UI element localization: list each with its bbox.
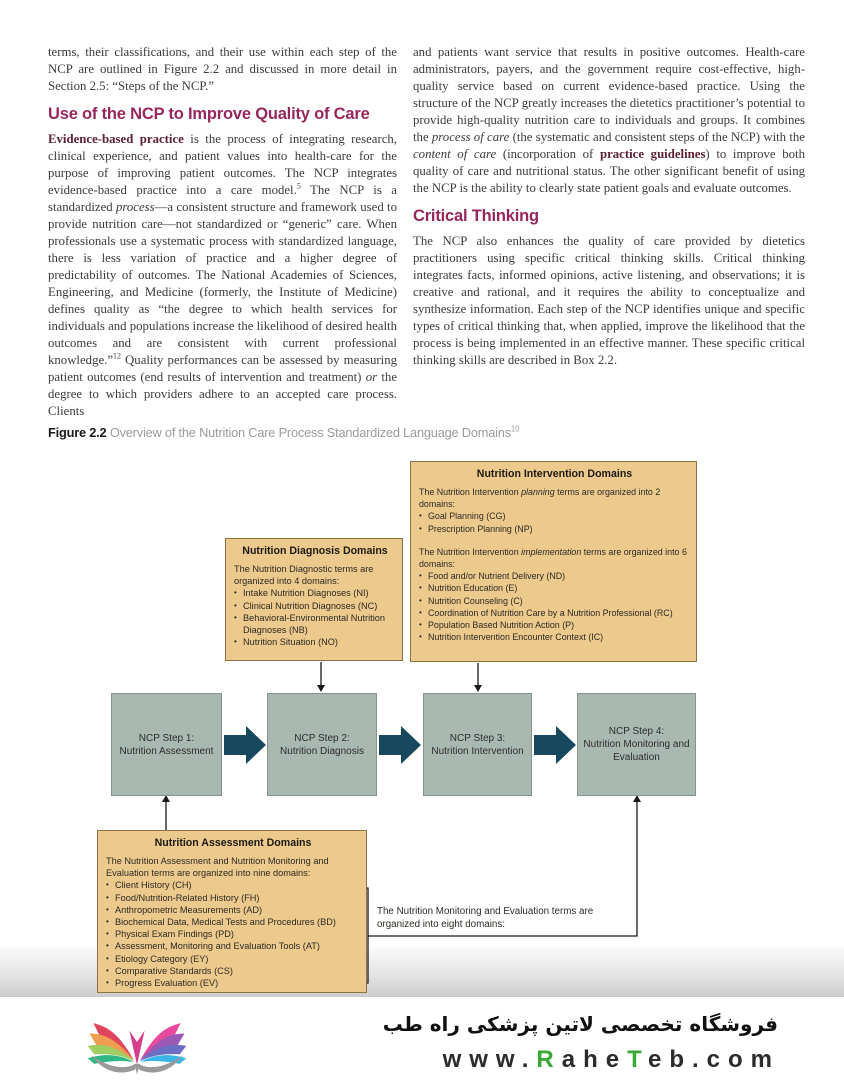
section-heading: Critical Thinking bbox=[413, 207, 539, 225]
bullet-item: • Prescription Planning (NP) bbox=[419, 523, 533, 534]
paragraph: and patients want service that results in positive outcomes. Health-care administrators, payers, and the government require cost-effective, high-quality service based on current evidence-based practice. Using the structure of the NCP greatly increases the dietetics practitioner’s potential to provide high-quality nutrition care to individuals and groups. It combines the process of care (the systematic and consistent steps of the NCP) with the content of care (incorporation of practice guidelines) to improve both quality of care and nutritional status. The other significant benefit of using the NCP is the ability to clearly state patient goals and evaluate outcomes. bbox=[413, 45, 805, 195]
down-arrowhead-icon bbox=[474, 685, 482, 692]
bullet-item: • Nutrition Situation (NO) bbox=[234, 637, 338, 648]
bullet-item: • Intake Nutrition Diagnoses (NI) bbox=[234, 588, 369, 599]
step-label: NCP Step 3: bbox=[449, 732, 506, 744]
bullet-list bbox=[106, 879, 360, 989]
paragraph: The NCP also enhances the quality of care provided by dietetics practitioners using specific critical thinking skills. Critical thinking integrates facts, informed opinions, active listening, and observations; it is creative and rational, and it requires the ability to conceptualize and synthesize information. Each step of the NCP identifies unique and specific types of critical thinking that, when applied, improve the likelihood that the process is being implemented in an effective manner. These specific critical thinking skills are described in Box 2.2. bbox=[413, 234, 805, 367]
bullet-item: • Progress Evaluation (EV) bbox=[106, 978, 219, 989]
bullet-item: • Nutrition Education (E) bbox=[419, 583, 518, 594]
text-column-left bbox=[48, 44, 397, 430]
nutrition-diagnosis-domains-box bbox=[225, 538, 403, 661]
ncp-step-2-box bbox=[267, 693, 377, 796]
spacer bbox=[419, 535, 690, 546]
ncp-step-3-box bbox=[423, 693, 532, 796]
open-book-logo-icon bbox=[76, 1006, 198, 1080]
section-heading: Use of the NCP to Improve Quality of Care bbox=[48, 105, 370, 123]
bullet-item: • Goal Planning (CG) bbox=[419, 511, 506, 522]
paragraph: Evidence-based practice is the process of integrating research, clinical experience, and patient values into health-care for the purpose of improving patient outcomes. The NCP integrates evidence-based practice into a care model.$^5$ The NCP is a standardized process—a consistent structure and framework used to provide nutrition care—not standardized or “generic” care. When professionals use a systematic process with standardized language, there is less variation of practice and a higher degree of predictability of outcomes. The National Academies of Sciences, Engineering, and Medicine (formerly, the Institute of Medicine) defines quality as “the degree to which health services for individuals and populations increase the likelihood of desired health outcomes and are consistent with current professional knowledge.”$^{12}$ Quality performances can be assessed by measuring patient outcomes (end results of intervention and treatment) or the degree to which providers adhere to an accepted care process. Clients bbox=[48, 132, 397, 418]
bullet-item: • Behavioral-Environmental Nutrition Diagnoses (NB) bbox=[234, 612, 385, 636]
right-arrow-icon bbox=[534, 726, 576, 764]
down-arrowhead-icon bbox=[317, 685, 325, 692]
paragraph: terms, their classifications, and their use within each step of the NCP are outlined in Figure 2.2 and discussed in more detail in Section 2.5: “Steps of the NCP.” bbox=[48, 45, 397, 93]
box-intro: The Nutrition Intervention planning terms are organized into 2 domains: bbox=[419, 487, 661, 510]
bullet-item: • Comparative Standards (CS) bbox=[106, 965, 233, 976]
step-label: NCP Step 2: bbox=[294, 732, 350, 744]
site-url: www.RaheTeb.com bbox=[442, 1046, 780, 1073]
store-name-persian: فروشگاه تخصصی لاتین پزشکی راه طب bbox=[382, 1012, 778, 1036]
bullet-list bbox=[419, 570, 690, 643]
up-arrowhead-icon bbox=[162, 795, 170, 802]
bullet-item: • Physical Exam Findings (PD) bbox=[106, 929, 234, 940]
box-title: Nutrition Assessment Domains bbox=[154, 837, 312, 849]
step-label: Nutrition Diagnosis bbox=[280, 745, 364, 757]
right-arrow-icon bbox=[379, 726, 421, 764]
bullet-item: • Population Based Nutrition Action (P) bbox=[419, 620, 575, 631]
step-label: Nutrition Assessment bbox=[119, 745, 214, 757]
box-intro: The Nutrition Intervention implementation terms are organized into 6 domains: bbox=[419, 546, 687, 570]
bullet-list bbox=[234, 587, 396, 648]
step-label: NCP Step 1: bbox=[138, 732, 195, 744]
step-label: NCP Step 4: bbox=[608, 726, 665, 737]
ncp-step-4-box bbox=[577, 693, 696, 796]
bullet-item: • Nutrition Counseling (C) bbox=[419, 595, 523, 606]
text-column-right bbox=[413, 44, 805, 379]
up-arrowhead-icon bbox=[633, 795, 641, 802]
nutrition-assessment-domains-box bbox=[97, 830, 367, 993]
step-label: Nutrition Intervention bbox=[431, 745, 524, 757]
bullet-item: • Food and/or Nutrient Delivery (ND) bbox=[419, 571, 566, 582]
bullet-item: • Biochemical Data, Medical Tests and Procedures (BD) bbox=[106, 917, 336, 928]
box-intro: The Nutrition Assessment and Nutrition Monitoring and Evaluation terms are organized into nine domains: bbox=[106, 856, 329, 879]
bullet-item: • Etiology Category (EY) bbox=[106, 953, 209, 964]
monitoring-evaluation-note: The Nutrition Monitoring and Evaluation terms are organized into eight domains: bbox=[377, 906, 594, 930]
figure-caption: Figure 2.2 Overview of the Nutrition Care Process Standardized Language Domains$^{10}$ bbox=[48, 424, 520, 440]
bullet-list bbox=[419, 510, 690, 534]
bullet-item: • Food/Nutrition-Related History (FH) bbox=[106, 892, 260, 903]
step-label: Nutrition Monitoring and Evaluation bbox=[583, 739, 690, 763]
right-arrow-icon bbox=[224, 726, 266, 764]
bullet-item: • Clinical Nutrition Diagnoses (NC) bbox=[234, 600, 378, 611]
box-title: Nutrition Intervention Domains bbox=[476, 468, 633, 480]
bullet-item: • Client History (CH) bbox=[106, 880, 192, 891]
ncp-step-1-box bbox=[111, 693, 222, 796]
bullet-item: • Nutrition Intervention Encounter Context (IC) bbox=[419, 632, 604, 643]
box-intro: The Nutrition Diagnostic terms are organized into 4 domains: bbox=[234, 564, 374, 587]
bullet-item: • Coordination of Nutrition Care by a Nutrition Professional (RC) bbox=[419, 607, 673, 618]
bullet-item: • Anthropometric Measurements (AD) bbox=[106, 904, 263, 915]
nutrition-intervention-domains-box bbox=[410, 461, 697, 662]
box-title: Nutrition Diagnosis Domains bbox=[242, 545, 388, 557]
bullet-item: • Assessment, Monitoring and Evaluation Tools (AT) bbox=[106, 941, 320, 952]
